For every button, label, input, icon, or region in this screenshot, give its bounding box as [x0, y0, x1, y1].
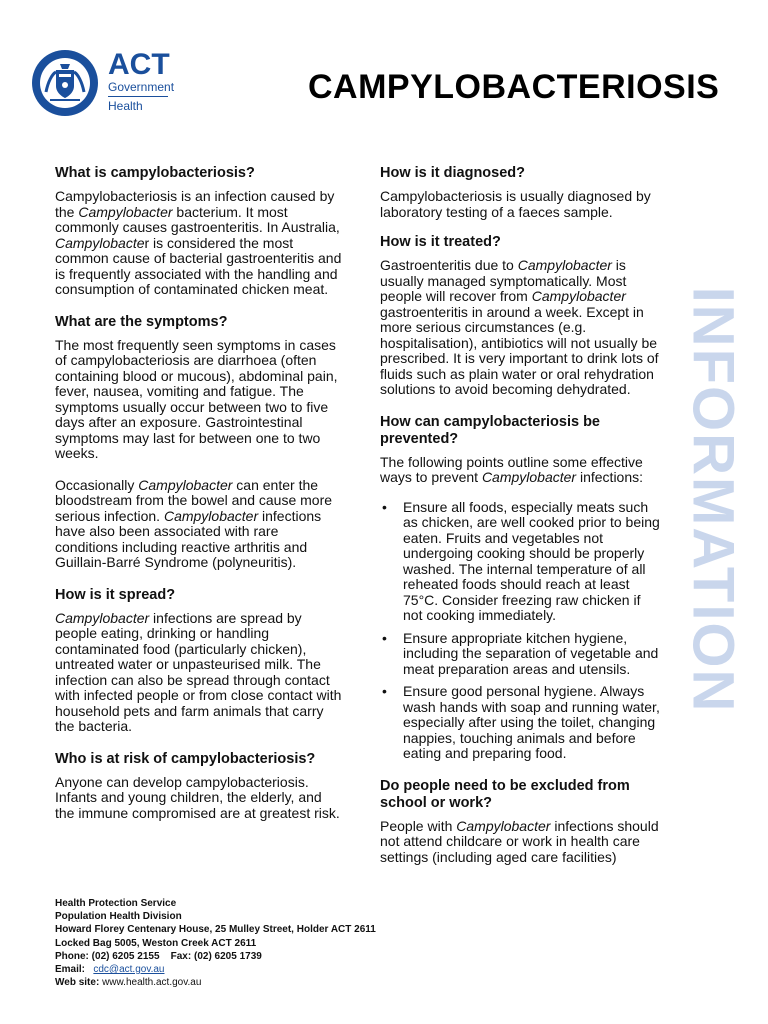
footer-web-row: [55, 976, 435, 989]
logo-wordmark: [108, 50, 174, 113]
contact-footer: [55, 897, 435, 989]
italic-term: Campylobacter: [138, 476, 233, 493]
prevention-list: [380, 500, 662, 762]
italic-term: Campylobacter: [517, 257, 612, 273]
heading-symptoms: What are the symptoms?: [55, 313, 228, 330]
italic-term: Campylobacter: [55, 609, 150, 626]
footer-postal: Locked Bag 5005, Weston Creek ACT 2611: [55, 937, 257, 949]
italic-term: Campylobacter: [456, 817, 551, 834]
heading-diagnosed: How is it diagnosed?: [380, 165, 526, 181]
footer-address: Howard Florey Centenary House, 25 Mulley Street, Holder ACT 2611: [55, 924, 376, 936]
logo-health-text: Health: [108, 99, 143, 113]
left-column: [55, 165, 345, 837]
paragraph-diagnosed: Campylobacteriosis is usually diagnosed by laboratory testing of a faeces sample.: [380, 188, 651, 220]
italic-term: Campylobacte: [55, 234, 145, 251]
logo-divider: [108, 96, 168, 97]
act-health-logo: [30, 48, 180, 118]
footer-phone-label: Phone:: [55, 950, 89, 962]
paragraph-at-risk: Anyone can develop campylobacteriosis. Infants and young children, the elderly, and the immune compromised are at greatest risk.: [55, 773, 340, 821]
footer-web-link[interactable]: www.health.act.gov.au: [102, 977, 202, 989]
footer-fax: (02) 6205 1739: [193, 950, 262, 962]
paragraph-spread: Campylobacter infections are spread by people eating, drinking or handling contaminated food (particularly chicken), untreated water or unpasteurised milk. The infection can also be spread through contact with infected people or from close contact with household pets and farm animals that carry the bacteria.: [55, 609, 342, 734]
act-coat-of-arms-icon: [30, 48, 100, 118]
paragraph-complications: Occasionally Campylobacter can enter the bloodstream from the bowel and cause more serious infection. Campylobacter infections have also been associated with rare conditions including reactive arthritis and Guillain-Barré Syndrome (polyneuritis).: [55, 476, 333, 570]
paragraph-symptoms: The most frequently seen symptoms in cases of campylobacteriosis are diarrhoea (often containing blood or mucous), abdominal pain, fever, nausea, vomiting and fatigue. The symptoms usually occur between two to five days after an exposure. Gastrointestinal symptoms may last for between one to two weeks.: [55, 336, 338, 461]
italic-term: Campylobacter: [163, 507, 259, 524]
paragraph-treated: Gastroenteritis due to Campylobacter is usually managed symptomatically. Most people will recover from Campylobacter gastroenteritis in around a week. Except in more serious circumstances (e.g. hospitalisation), antibiotics will not usually be prescribed. It is very important to drink lots of fluids such as plain water or oral rehydration solutions to avoid becoming dehydrated.: [380, 257, 659, 397]
footer-web-label: Web site:: [55, 977, 100, 989]
right-column: [380, 165, 662, 881]
heading-prevented: How can campylobacteriosis be prevented?: [380, 413, 600, 447]
heading-treated: How is it treated?: [380, 234, 501, 250]
paragraph-exclusion: People with Campylobacter infections should not attend childcare or work in health care settings (including aged care facilities): [380, 817, 659, 865]
italic-term: Campylobacter: [531, 288, 626, 304]
paragraph-what-is: Campylobacteriosis is an infection caused by the Campylobacter bacterium. It most commonly causes gastroenteritis. In Australia, Campylobacter is considered the most common cause of bacterial gastroenteritis and is frequently associated with the handling and consumption of contaminated chicken meat.: [55, 188, 342, 297]
list-item: • Ensure appropriate kitchen hygiene, including the separation of vegetable and meat preparation areas and utensils.: [380, 631, 662, 678]
heading-what-is: What is campylobacteriosis?: [55, 165, 255, 181]
side-watermark-text: INFORMATION: [680, 286, 746, 713]
footer-email-label: Email:: [55, 964, 86, 976]
footer-phone: (02) 6205 2155: [91, 950, 160, 962]
footer-service: Health Protection Service: [55, 898, 177, 909]
list-item: • Ensure good personal hygiene. Always wash hands with soap and running water, especially after using the toilet, changing nappies, touching animals and before eating and preparing food.: [380, 684, 662, 762]
logo-government-text: Government: [108, 80, 175, 94]
heading-at-risk: Who is at risk of campylobacteriosis?: [55, 750, 316, 767]
side-watermark: [680, 262, 746, 737]
heading-spread: How is it spread?: [55, 586, 176, 603]
document-title: CAMPYLOBACTERIOSIS: [308, 68, 720, 106]
footer-email-row: [55, 963, 435, 976]
footer-fax-label: Fax:: [170, 950, 192, 962]
footer-phone-row: [55, 950, 435, 963]
italic-term: Campylobacter: [78, 203, 173, 220]
logo-act-text: ACT: [108, 48, 170, 81]
footer-email-link[interactable]: cdc@act.gov.au: [93, 964, 165, 976]
footer-division: Population Health Division: [55, 911, 182, 923]
italic-term: Campylobacter: [481, 469, 577, 485]
list-item: • Ensure all foods, especially meats such as chicken, are well cooked prior to being eaten. Fruits and vegetables not undergoing cooking should be properly washed. The internal temperature of all reheated foods should reach at least 75°C. Consider freezing raw chicken if not cooking immediately.: [380, 500, 662, 624]
paragraph-prevented-intro: The following points outline some effective ways to prevent Campylobacter infections:: [380, 453, 644, 485]
heading-exclusion: Do people need to be excluded from school or work?: [380, 777, 630, 811]
